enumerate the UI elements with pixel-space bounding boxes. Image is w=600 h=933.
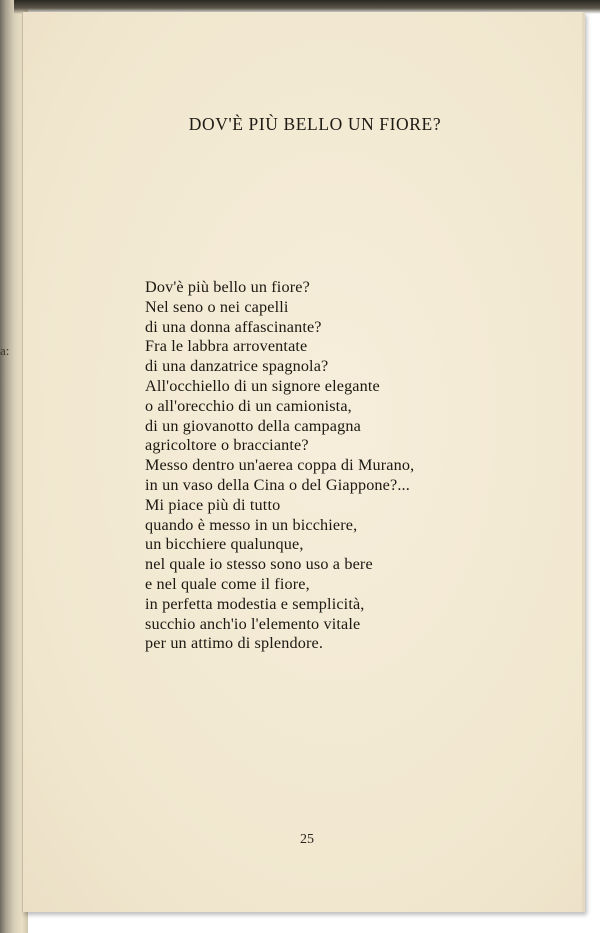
- poem-line: in un vaso della Cina o del Giappone?...: [145, 475, 410, 494]
- poem-line: Messo dentro un'aerea coppa di Murano,: [145, 456, 415, 475]
- poem-line: agricoltore o bracciante?: [145, 436, 309, 455]
- poem-line: Mi piace più di tutto: [145, 495, 281, 514]
- poem-line: quando è messo in un bicchiere,: [145, 515, 358, 534]
- poem-line: nel quale io stesso sono uso a bere: [145, 555, 373, 574]
- poem-line: di una donna affascinante?: [145, 317, 322, 336]
- poem-line: di un giovanotto della campagna: [145, 416, 361, 435]
- poem-line: per un attimo di splendore.: [145, 634, 324, 653]
- poem-line: succhio anch'io l'elemento vitale: [145, 614, 361, 633]
- book-page: [22, 12, 585, 912]
- poem-line: o all'orecchio di un camionista,: [145, 396, 352, 415]
- poem-line: di una danzatrice spagnola?: [145, 357, 329, 376]
- poem-line: un bicchiere qualunque,: [145, 535, 304, 554]
- poem-line: Dov'è più bello un fiore?: [145, 278, 310, 296]
- poem-body: [145, 278, 414, 654]
- previous-page-text-fragment: a:: [0, 343, 10, 358]
- poem-line: in perfetta modestia e semplicità,: [145, 594, 365, 613]
- page-edge: [582, 12, 585, 912]
- poem-line: e nel quale come il fiore,: [145, 574, 310, 593]
- poem-line: Fra le labbra arroventate: [145, 337, 308, 356]
- page-number: 25: [300, 832, 314, 847]
- poem-line: Nel seno o nei capelli: [145, 297, 289, 316]
- poem-line: All'occhiello di un signore elegante: [145, 376, 380, 395]
- poem-title: DOV'È PIÙ BELLO UN FIORE?: [188, 114, 442, 134]
